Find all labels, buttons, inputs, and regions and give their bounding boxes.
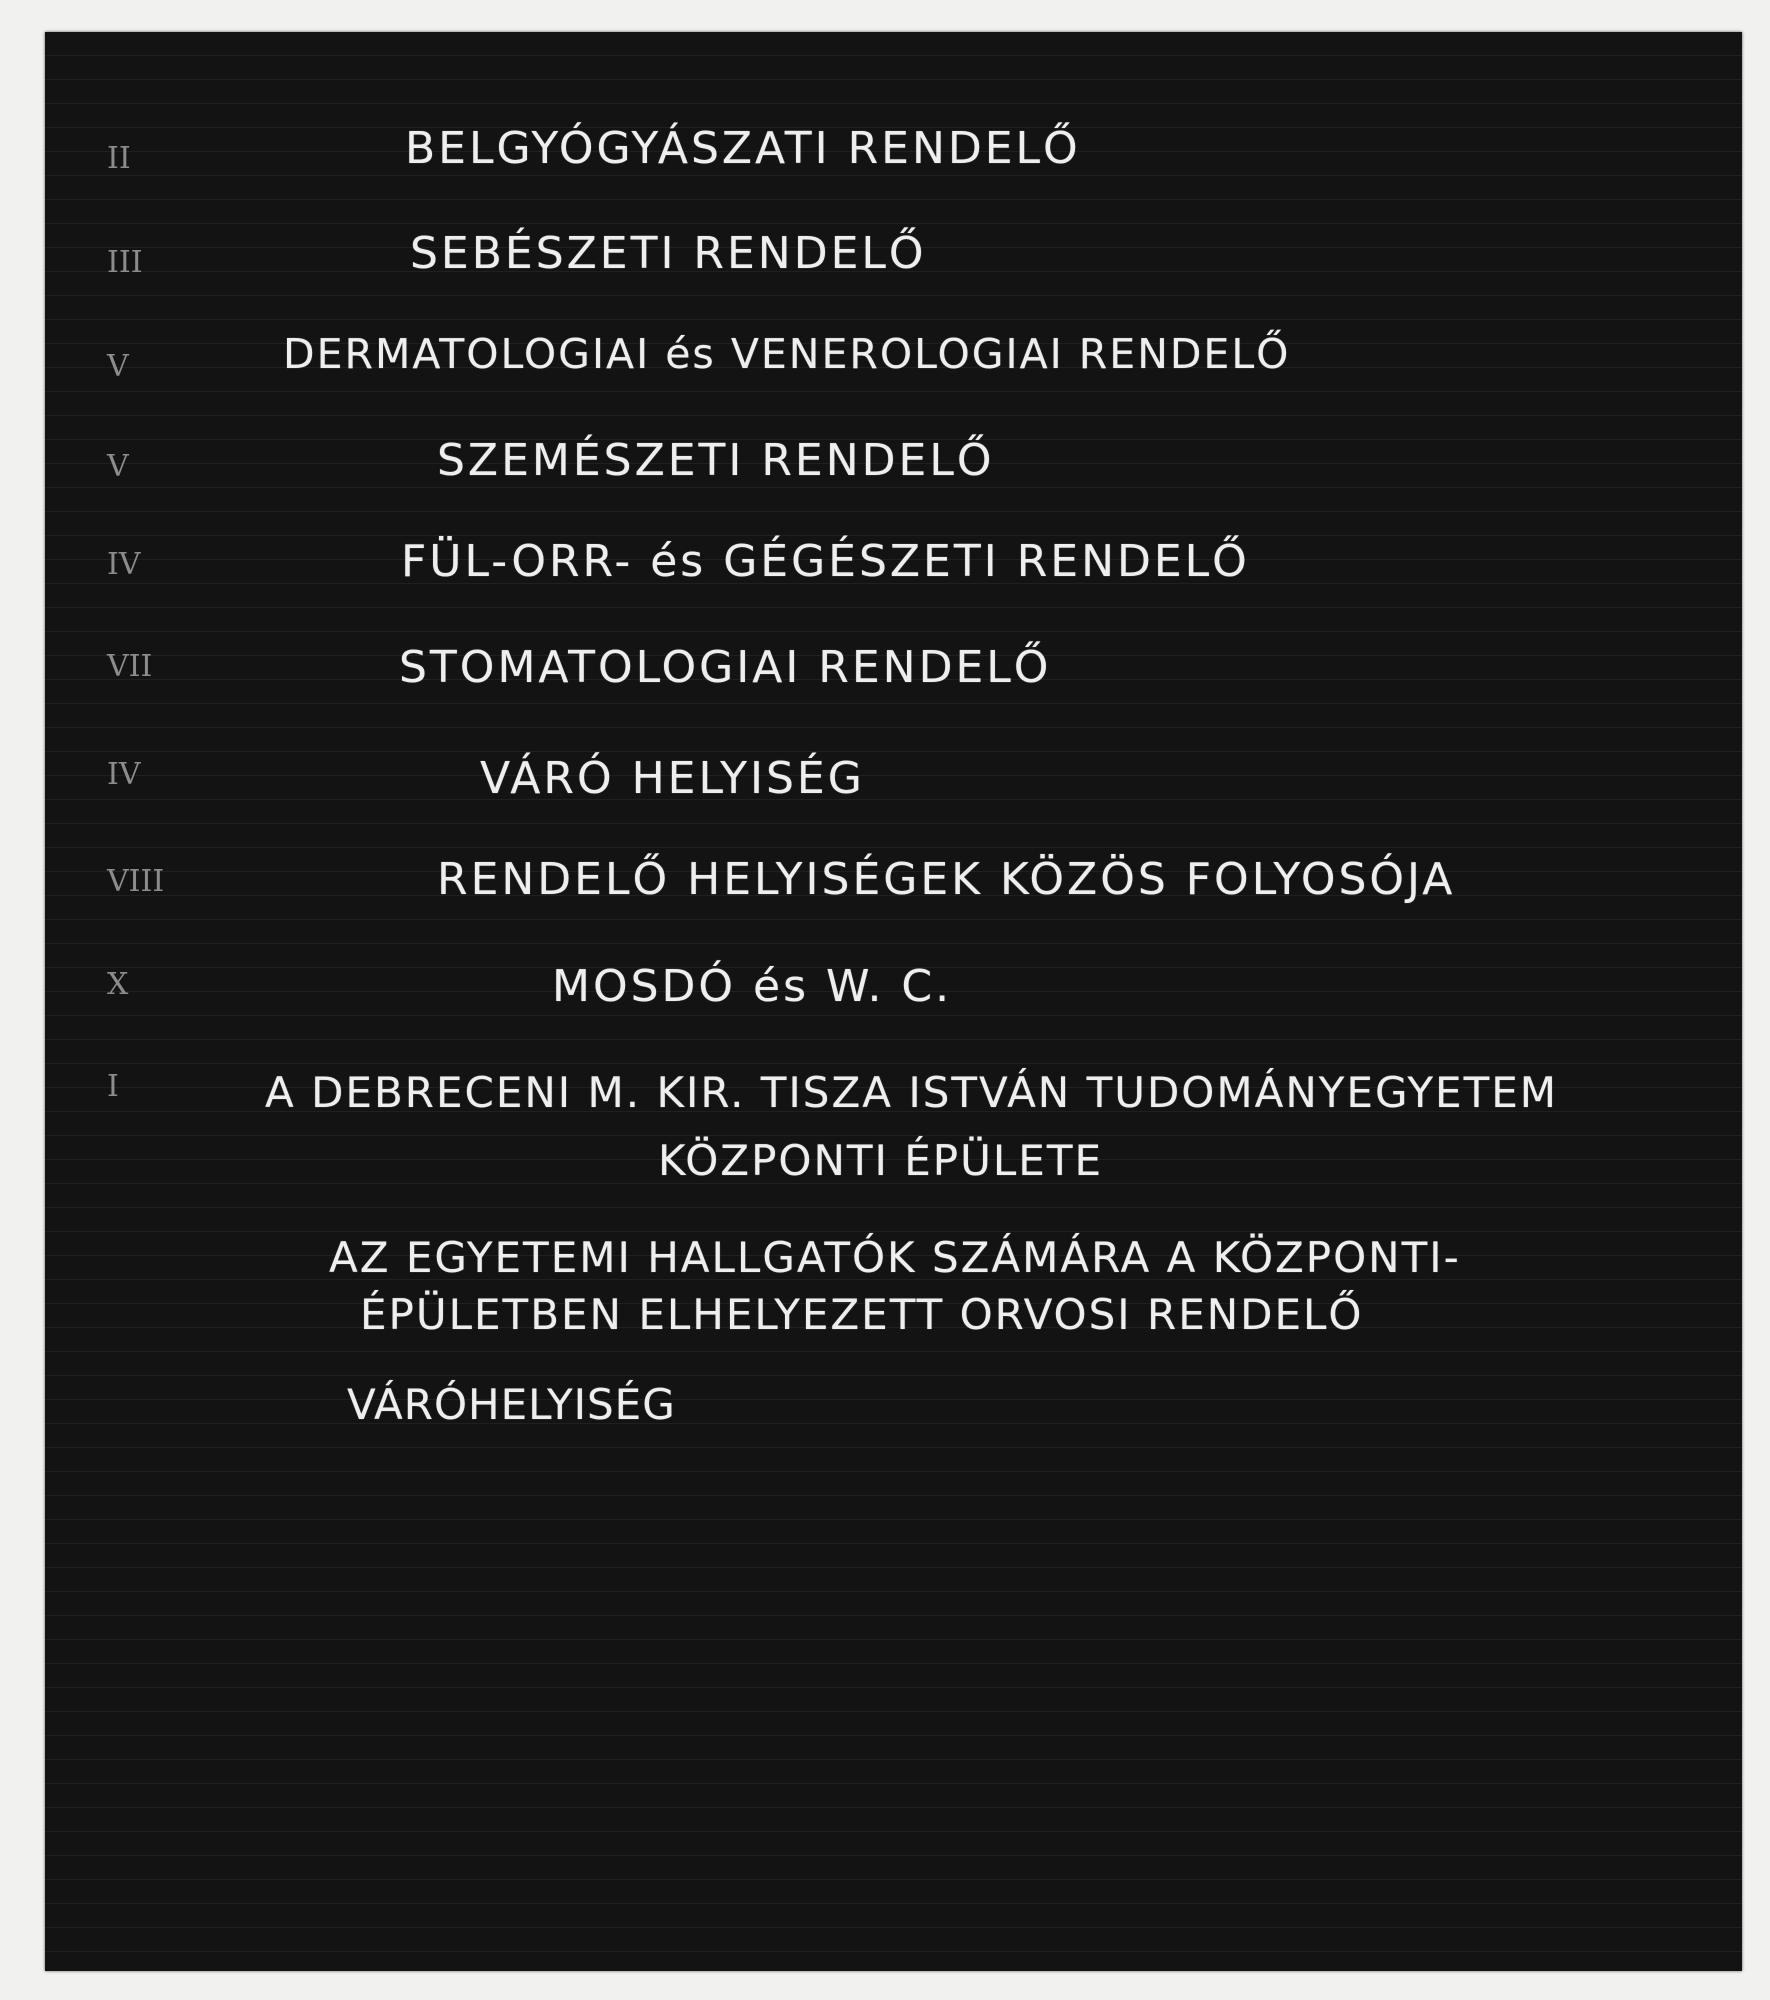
text-line: BELGYÓGYÁSZATI RENDELŐ	[405, 123, 1081, 174]
text-line: SEBÉSZETI RENDELŐ	[410, 228, 927, 279]
margin-numeral: VII	[107, 649, 153, 684]
lettering-board	[45, 32, 1742, 1971]
margin-numeral: II	[107, 141, 131, 176]
margin-numeral: VIII	[107, 864, 165, 899]
margin-numeral: IV	[107, 757, 141, 792]
text-line: SZEMÉSZETI RENDELŐ	[437, 435, 995, 486]
text-line: VÁRÓHELYISÉG	[347, 1380, 676, 1429]
text-line: DERMATOLOGIAI és VENEROLOGIAI RENDELŐ	[283, 330, 1291, 378]
text-line: A DEBRECENI M. KIR. TISZA ISTVÁN TUDOMÁNYEGYETEM	[265, 1068, 1559, 1117]
text-line: VÁRÓ HELYISÉG	[480, 753, 865, 804]
margin-numeral: IV	[107, 547, 141, 582]
text-line: MOSDÓ és W. C.	[552, 961, 953, 1012]
text-line: ÉPÜLETBEN ELHELYEZETT ORVOSI RENDELŐ	[360, 1290, 1364, 1339]
margin-numeral: III	[107, 245, 143, 280]
text-line: FÜL-ORR- és GÉGÉSZETI RENDELŐ	[401, 536, 1250, 587]
text-line: STOMATOLOGIAI RENDELŐ	[399, 642, 1052, 693]
margin-numeral: V	[107, 349, 129, 384]
margin-numeral: I	[107, 1069, 119, 1104]
text-line: AZ EGYETEMI HALLGATÓK SZÁMÁRA A KÖZPONTI-	[329, 1233, 1461, 1282]
text-line: RENDELŐ HELYISÉGEK KÖZÖS FOLYOSÓJA	[437, 854, 1456, 905]
text-line: KÖZPONTI ÉPÜLETE	[658, 1136, 1104, 1185]
margin-numeral: V	[107, 449, 129, 484]
margin-numeral: X	[107, 967, 129, 1002]
